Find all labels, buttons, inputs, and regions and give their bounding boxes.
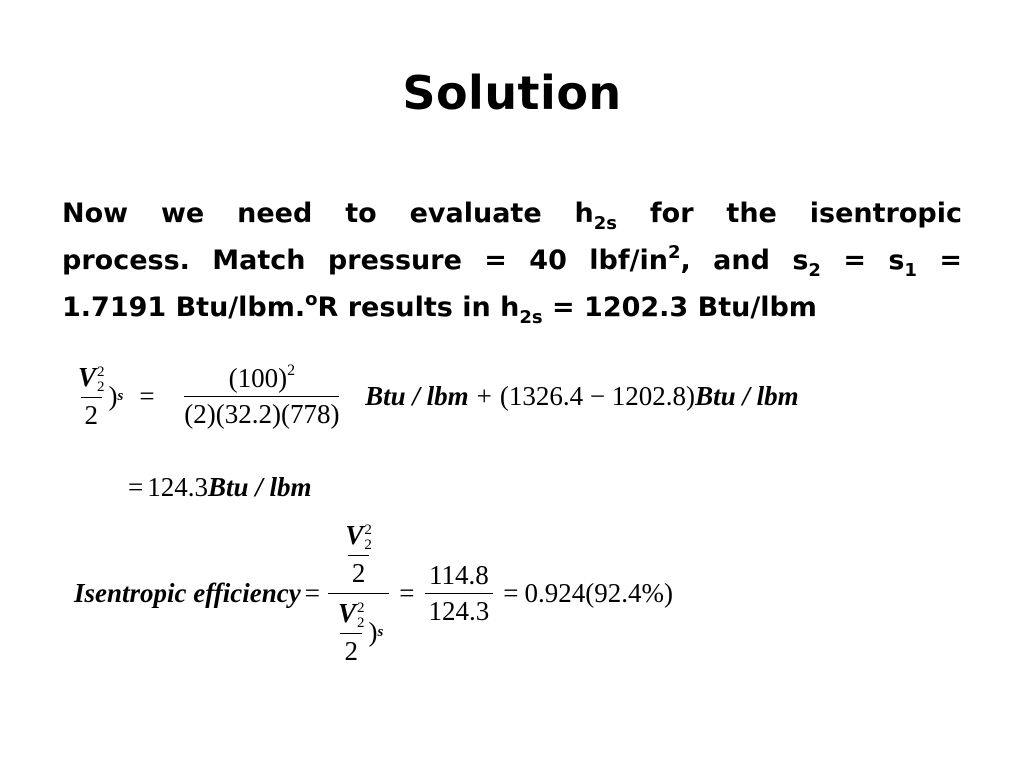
- equation-isentropic-efficiency: [74, 520, 673, 667]
- fraction-v2-over-2: [74, 362, 109, 431]
- variable-v: V: [337, 597, 356, 628]
- equals-sign: =: [139, 380, 155, 411]
- paragraph-line-3: [62, 284, 962, 331]
- fraction-velocity-term: [169, 363, 355, 430]
- slide-title: Solution: [402, 66, 622, 120]
- text-segment: for the isentropic: [617, 198, 962, 229]
- enthalpy-difference: (1326.4 − 1202.8): [499, 380, 696, 411]
- variable-v: V: [78, 362, 97, 392]
- denominator: (2)(32.2)(778): [184, 396, 339, 430]
- exponent: 2: [356, 599, 365, 616]
- text-segment: process. Match pressure = 40 lbf/in: [62, 245, 668, 276]
- subscript: 2: [97, 378, 105, 395]
- variable-v: V: [345, 520, 364, 550]
- exponent: 2: [364, 521, 372, 538]
- unit-label: Btu / lbm: [207, 472, 312, 502]
- subscript: 1: [904, 260, 917, 281]
- equals-sign: =: [503, 577, 519, 608]
- text-segment: 1.7191 Btu/lbm.: [62, 292, 306, 323]
- superscript: o: [305, 289, 318, 310]
- subscript: 2s: [593, 213, 618, 234]
- body-paragraph: [62, 190, 962, 331]
- denominator: 2: [340, 633, 362, 667]
- compound-fraction: V 2 2 2 V 2 2 2 ) s: [328, 520, 389, 667]
- unit-label: Btu / lbm: [365, 380, 469, 411]
- equals-sign: =: [304, 577, 320, 608]
- efficiency-label: Isentropic efficiency: [74, 577, 301, 608]
- text-segment: R results in h: [317, 292, 520, 323]
- equation-kinetic-energy: V 2 2 2 ) s = $\frac{(100)^2}{(2)(32.2)(778)}$ Btu / lbm + (1326.4 − 1202.8) Btu / lbm: [74, 362, 799, 431]
- efficiency-result: 0.924(92.4%): [524, 577, 673, 608]
- subscript: 2: [808, 260, 821, 281]
- plus-sign: +: [476, 380, 492, 411]
- result-value: 124.3: [147, 472, 208, 502]
- close-paren: ): [368, 616, 378, 647]
- numerator: (100): [228, 362, 288, 393]
- text-segment: Now we need to evaluate h: [62, 198, 594, 229]
- exponent: 2: [97, 363, 105, 380]
- text-segment: = s: [820, 245, 905, 276]
- fraction-isentropic: [334, 598, 369, 667]
- text-segment: = 1202.3 Btu/lbm: [542, 292, 817, 323]
- fraction-actual: [341, 520, 376, 589]
- unit-label: Btu / lbm: [695, 380, 799, 411]
- denominator: 124.3: [425, 593, 494, 627]
- equals-sign: =: [128, 472, 144, 502]
- denominator: 2: [348, 555, 370, 589]
- subscript: 2: [364, 536, 372, 553]
- numerator: 114.8: [429, 559, 489, 590]
- denominator: 2: [81, 397, 103, 431]
- text-segment: =: [916, 245, 962, 276]
- paragraph-line-2: [62, 237, 962, 284]
- text-segment: , and s: [680, 245, 809, 276]
- paragraph-line-1: [62, 190, 962, 237]
- fraction-values: [425, 560, 494, 627]
- equation-result: [128, 472, 312, 503]
- exponent: 2: [287, 361, 296, 379]
- close-paren: ): [108, 380, 118, 411]
- subscript: 2s: [519, 307, 543, 328]
- subscript: 2: [356, 614, 365, 631]
- superscript: 2: [667, 242, 681, 263]
- equals-sign: =: [399, 577, 415, 608]
